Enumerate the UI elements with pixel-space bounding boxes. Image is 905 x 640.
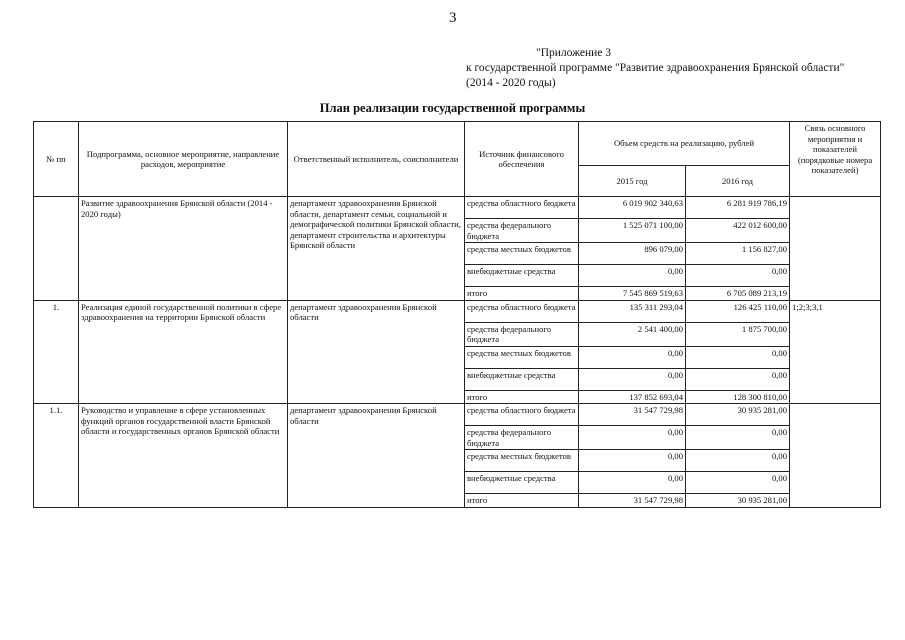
indicator-link [790,197,881,301]
header-link: Связь основного мероприятия и показателей (порядковые номера показателей) [790,122,881,197]
total-2015: 7 545 869 519,63 [579,287,686,301]
annex-line-2: к государственной программе "Развитие здравоохранения Брянской области" [466,62,845,74]
total-2016: 30 935 281,00 [686,494,790,508]
amount-2016: 0,00 [686,426,790,450]
amount-2016: 126 425 110,00 [686,300,790,322]
responsible-executor: департамент здравоохранения Брянской области, департамент семьи, социальной и демографической политики Брянской области, департамент строительства и архитектуры Брянской области [288,197,465,301]
annex-line-3: (2014 - 2020 годы) [466,77,556,89]
row-number: 1.1. [34,404,79,508]
header-num: № пп [34,122,79,197]
annex-line-1: "Приложение 3 [536,47,612,59]
amount-2015: 2 541 400,00 [579,322,686,346]
amount-2016: 0,00 [686,265,790,287]
table-row [34,404,881,426]
row-number [34,197,79,301]
amount-2015: 135 311 293,04 [579,300,686,322]
header-source: Источник финансового обеспечения [465,122,579,197]
plan-table [33,121,881,508]
amount-2016: 30 935 281,00 [686,404,790,426]
header-year-2016: 2016 год [686,166,790,197]
amount-2015: 0,00 [579,450,686,472]
amount-2015: 0,00 [579,265,686,287]
total-2015: 31 547 729,98 [579,494,686,508]
page-number: 3 [449,10,457,26]
amount-2016: 0,00 [686,346,790,368]
total-2016: 6 705 089 213,19 [686,287,790,301]
total-2016: 128 300 810,00 [686,390,790,404]
program-name: Развитие здравоохранения Брянской области (2014 - 2020 годы) [79,197,288,301]
funding-source: средства областного бюджета [465,197,579,219]
funding-source: средства областного бюджета [465,300,579,322]
funding-source: средства местных бюджетов [465,450,579,472]
amount-2016: 1 156 827,00 [686,243,790,265]
amount-2016: 6 281 919 786,19 [686,197,790,219]
amount-2016: 0,00 [686,472,790,494]
amount-2015: 1 525 071 100,00 [579,219,686,243]
table-row [34,300,881,322]
total-label: итого [465,287,579,301]
amount-2015: 0,00 [579,346,686,368]
amount-2016: 0,00 [686,450,790,472]
funding-source: средства местных бюджетов [465,243,579,265]
funding-source: средства федерального бюджета [465,219,579,243]
funding-source: внебюджетные средства [465,265,579,287]
funding-source: средства областного бюджета [465,404,579,426]
amount-2015: 6 019 902 340,63 [579,197,686,219]
amount-2015: 0,00 [579,472,686,494]
funding-source: средства федерального бюджета [465,322,579,346]
amount-2016: 1 875 700,00 [686,322,790,346]
amount-2015: 0,00 [579,368,686,390]
indicator-link: 1;2;3;3,1 [790,300,881,404]
header-year-2015: 2015 год [579,166,686,197]
total-label: итого [465,390,579,404]
annex-block [466,46,844,91]
funding-source: внебюджетные средства [465,472,579,494]
table-row [34,197,881,219]
funding-source: средства местных бюджетов [465,346,579,368]
total-2015: 137 852 693,04 [579,390,686,404]
indicator-link [790,404,881,508]
header-funds: Объем средств на реализацию, рублей [579,122,790,166]
plan-title: План реализации государственной программы [319,101,586,115]
responsible-executor: департамент здравоохранения Брянской области [288,404,465,508]
amount-2016: 422 012 600,00 [686,219,790,243]
header-program: Подпрограмма, основное мероприятие, направление расходов, мероприятие [79,122,288,197]
amount-2015: 896 079,00 [579,243,686,265]
funding-source: средства федерального бюджета [465,426,579,450]
funding-source: внебюджетные средства [465,368,579,390]
amount-2015: 0,00 [579,426,686,450]
row-number: 1. [34,300,79,404]
amount-2016: 0,00 [686,368,790,390]
total-label: итого [465,494,579,508]
plan-body [34,197,881,508]
amount-2015: 31 547 729,98 [579,404,686,426]
program-name: Реализация единой государственной политики в сфере здравоохранения на территории Брянской области [79,300,288,404]
program-name: Руководство и управление в сфере установленных функций органов государственной власти Брянской области и государственных органов Брянской области [79,404,288,508]
header-executor: Ответственный исполнитель, соисполнители [288,122,465,197]
responsible-executor: департамент здравоохранения Брянской области [288,300,465,404]
